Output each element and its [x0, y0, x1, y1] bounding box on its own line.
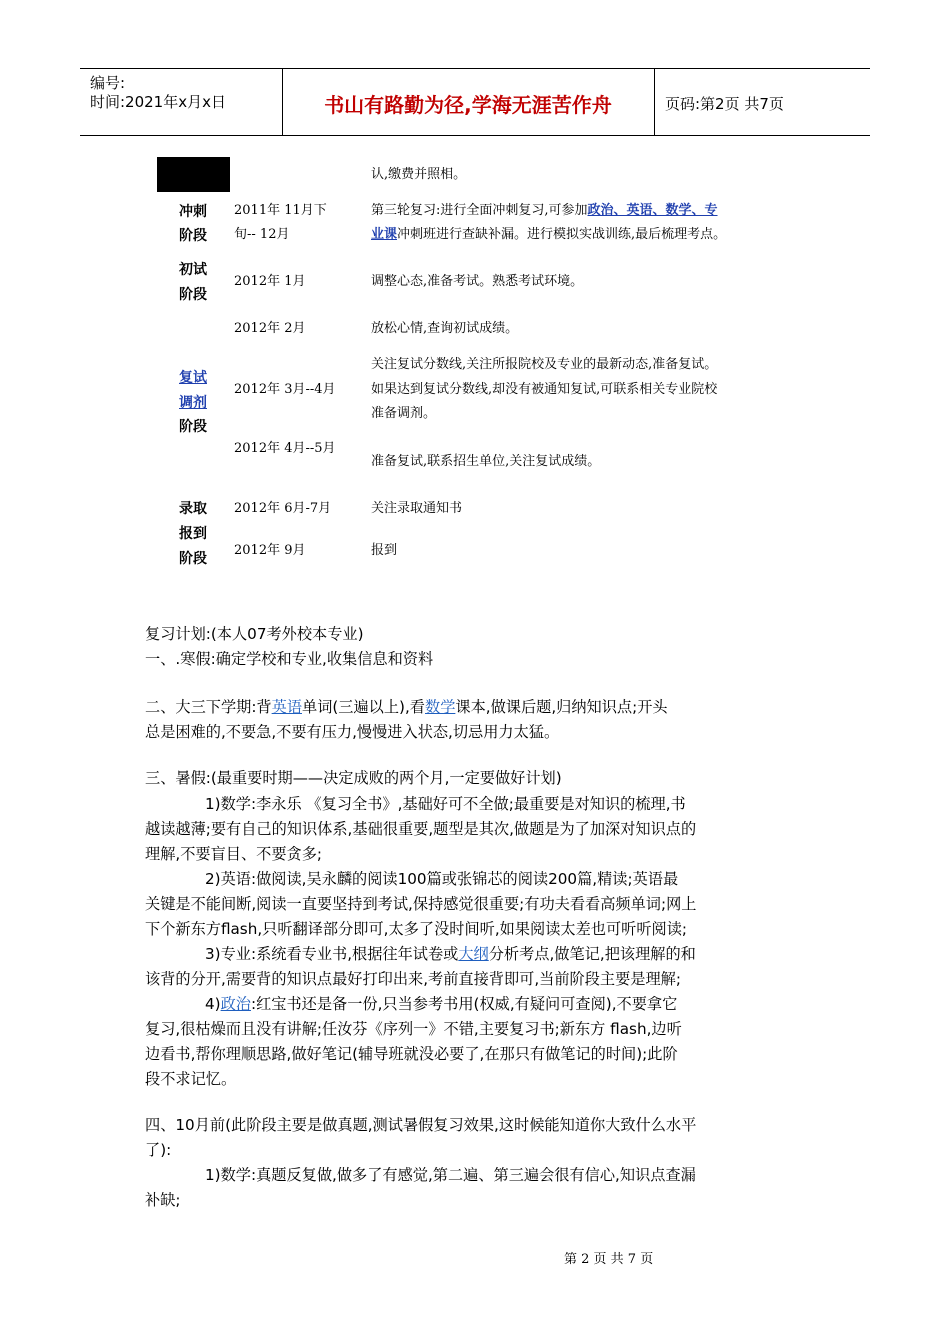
header-page-label: 页码:第2页 共7页	[665, 95, 784, 113]
s3-politics-line2: 复习,很枯燥而且没有讲解;任汝芬《序列一》不错,主要复习书;新东方 flash,边听	[145, 1020, 682, 1038]
s3-math-line2: 越读越薄;要有自己的知识体系,基础很重要,题型是其次,做题是为了加深对知识点的	[145, 820, 697, 838]
plan-section-3-title: 三、暑假:(最重要时期——决定成败的两个月,一定要做好计划)	[145, 769, 562, 787]
page-footer: 第 2 页 共 7 页	[564, 1252, 654, 1267]
initial-row1-desc: 调整心态,准备考试。熟悉考试环境。	[371, 274, 584, 289]
plan-title: 复习计划:(本人07考外校本专业)	[145, 625, 364, 643]
redaction-box	[157, 157, 230, 192]
sprint-subjects-link[interactable]: 政治、英语、数学、专	[587, 203, 718, 218]
retest-link[interactable]: 复试	[179, 370, 207, 386]
plan-section-4-line1: 四、10月前(此阶段主要是做真题,测试暑假复习效果,这时候能知道你大致什么水平	[145, 1116, 697, 1134]
initial-row1-time: 2012年 1月	[234, 274, 306, 289]
admission-row2-desc: 报到	[371, 543, 398, 558]
s3-math-line1: 1)数学:李永乐 《复习全书》,基础好可不全做;最重要是对知识的梳理,书	[205, 795, 686, 813]
s3-major-line1	[205, 942, 696, 967]
sprint-desc-line2	[371, 223, 726, 247]
sprint-desc-line1	[371, 199, 718, 223]
retest-row1-desc-line1: 关注复试分数线,关注所报院校及专业的最新动态,准备复试。	[371, 357, 718, 372]
s3-politics-text-a: 4)	[205, 995, 221, 1013]
math-link[interactable]: 数学	[425, 698, 456, 716]
retest-row1-desc-line3: 准备调剂。	[371, 406, 437, 421]
sprint-desc-prefix: 第三轮复习:进行全面冲刺复习,可参加	[371, 203, 588, 218]
retest-row1-time: 2012年 3月--4月	[234, 382, 336, 397]
s4-math-line2: 补缺;	[145, 1191, 181, 1209]
retest-row1-desc-line2: 如果达到复试分数线,却没有被通知复试,可联系相关专业院校	[371, 382, 718, 397]
stage-admission-line2: 报到	[179, 526, 207, 542]
s3-politics-text-b: :红宝书还是备一份,只当参考书用(权威,有疑问可查阅),不要拿它	[250, 995, 678, 1013]
admission-row1-time: 2012年 6月-7月	[234, 501, 332, 516]
politics-link[interactable]: 政治	[220, 995, 251, 1013]
sprint-time-line2: 旬-- 12月	[234, 227, 290, 242]
stage-sprint-line2: 阶段	[179, 228, 207, 244]
s3-politics-line4: 段不求记忆。	[145, 1070, 237, 1088]
sprint-desc-suffix: 冲刺班进行查缺补漏。进行模拟实战训练,最后梳理考点。	[397, 227, 727, 242]
sprint-time-line1: 2011年 11月下	[234, 203, 327, 218]
initial-row2-desc: 放松心情,查询初试成绩。	[371, 321, 519, 336]
sprint-major-link[interactable]: 业课	[371, 227, 398, 242]
stage-retest-line1	[179, 366, 207, 390]
plan-section-2-line2: 总是困难的,不要急,不要有压力,慢慢进入状态,切忌用力太猛。	[145, 723, 560, 741]
s3-english-line2: 关键是不能间断,阅读一直要坚持到考试,保持感觉很重要;有功夫看看高频单词;网上	[145, 895, 697, 913]
adjustment-link[interactable]: 调剂	[179, 395, 207, 411]
syllabus-link[interactable]: 大纲	[458, 945, 489, 963]
plan-section-1: 一、.寒假:确定学校和专业,收集信息和资料	[145, 650, 434, 668]
s4-math-line1: 1)数学:真题反复做,做多了有感觉,第二遍、第三遍会很有信心,知识点查漏	[205, 1166, 696, 1184]
s2-text-a: 二、大三下学期:背	[145, 698, 272, 716]
admission-row2-time: 2012年 9月	[234, 543, 306, 558]
retest-row2-desc: 准备复试,联系招生单位,关注复试成绩。	[371, 454, 601, 469]
plan-section-2-line1	[145, 695, 668, 720]
s2-text-c: 课本,做课后题,归纳知识点;开头	[455, 698, 668, 716]
initial-row2-time: 2012年 2月	[234, 321, 306, 336]
s3-major-text-a: 3)专业:系统看专业书,根据往年试卷或	[205, 945, 459, 963]
english-link[interactable]: 英语	[271, 698, 302, 716]
top-note: 认,缴费并照相。	[371, 167, 467, 182]
s3-politics-line1	[205, 992, 677, 1017]
time-label: 时间:2021年x月x日	[90, 93, 226, 111]
stage-initial-line1: 初试	[179, 262, 207, 278]
stage-sprint-line1: 冲刺	[179, 204, 207, 220]
s3-politics-line3: 边看书,帮你理顺思路,做好笔记(辅导班就没必要了,在那只有做笔记的时间);此阶	[145, 1045, 678, 1063]
plan-section-4-line2: 了):	[145, 1141, 172, 1159]
stage-admission-line1: 录取	[179, 501, 207, 517]
header-motto: 书山有路勤为径,学海无涯苦作舟	[324, 93, 612, 117]
admission-row1-desc: 关注录取通知书	[371, 501, 463, 516]
s3-major-text-b: 分析考点,做笔记,把该理解的和	[488, 945, 696, 963]
page-header	[80, 68, 870, 136]
s3-math-line3: 理解,不要盲目、不要贪多;	[145, 845, 323, 863]
header-divider	[654, 69, 655, 135]
stage-admission-line3: 阶段	[179, 551, 207, 567]
s3-major-line2: 该背的分开,需要背的知识点最好打印出来,考前直接背即可,当前阶段主要是理解;	[145, 970, 681, 988]
s3-english-line3: 下个新东方flash,只听翻译部分即可,太多了没时间听,如果阅读太差也可听听阅读;	[145, 920, 688, 938]
stage-retest-line2	[179, 391, 207, 415]
stage-retest-line3: 阶段	[179, 419, 207, 435]
number-label: 编号:	[90, 74, 126, 92]
retest-row2-time: 2012年 4月--5月	[234, 441, 336, 456]
stage-initial-line2: 阶段	[179, 287, 207, 303]
s3-english-line1: 2)英语:做阅读,吴永麟的阅读100篇或张锦芯的阅读200篇,精读;英语最	[205, 870, 679, 888]
s2-text-b: 单词(三遍以上),看	[302, 698, 425, 716]
